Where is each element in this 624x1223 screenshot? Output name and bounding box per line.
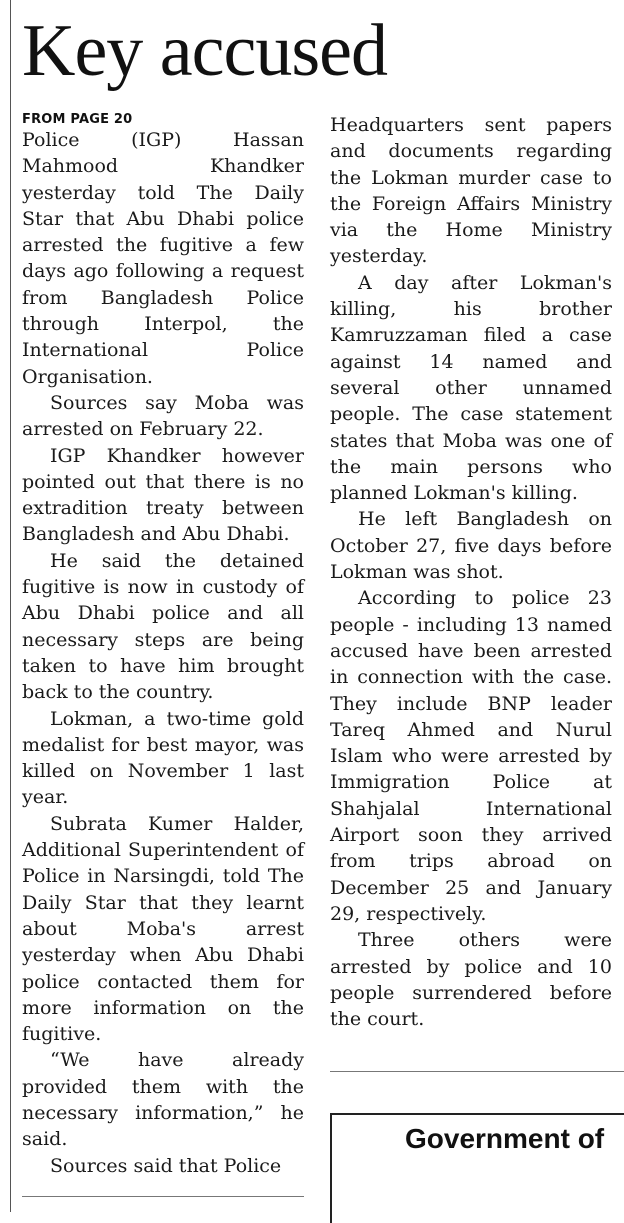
paragraph: He said the detained fugitive is now in custody of Abu Dhabi police and all necessary steps are being taken to have him brought back to the country. (22, 549, 304, 704)
paragraph: He left Bangladesh on October 27, five days before Lokman was shot. (330, 508, 612, 584)
paragraph: Lokman, a two-time gold medalist for best mayor, was killed on November 1 last year. (22, 707, 304, 809)
paragraph: Sources say Moba was arrested on February 22. (22, 391, 304, 441)
headline: Key accused (22, 10, 387, 92)
paragraph: IGP Khandker however pointed out that there is no extradition treaty between Bangladesh and Abu Dhabi. (22, 444, 304, 546)
continuation-kicker: FROM PAGE 20 (22, 112, 133, 127)
paragraph: Headquarters sent papers and documents regarding the Lokman murder case to the Foreign Affairs Ministry via the Home Ministry yesterday. (330, 114, 612, 268)
article-column-1 (22, 112, 304, 1179)
paragraph: Police (IGP) Hassan Mahmood Khandker yesterday told The Daily Star that Abu Dhabi police arrested the fugitive a few days ago following a request from Bangladesh Police through Interpol, the International Police Organisation. (22, 129, 304, 388)
paragraph: Sources said that Police (50, 1154, 282, 1177)
paragraph: A day after Lokman's killing, his brother Kamruzzaman filed a case against 14 named and several other unnamed people. The case statement states that Moba was one of the main persons who planned Lokman's killing. (330, 271, 612, 505)
paragraph: Subrata Kumer Halder, Additional Superintendent of Police in Narsingdi, told The Daily Star that they learnt about Moba's arrest yesterday when Abu Dhabi police contacted them for more information on the fugitive. (22, 812, 304, 1046)
article-column-2 (330, 112, 612, 1032)
article-end-rule (330, 1071, 624, 1072)
column-edge-rule (10, 0, 11, 1212)
paragraph: Three others were arrested by police and 10 people surrendered before the court. (330, 929, 612, 1031)
paragraph: According to police 23 people - including 13 named accused have been arrested in connection with the case. They include BNP leader Tareq Ahmed and Nurul Islam who were arrested by Immigration Police at Shahjalal International Airport soon they arrived from trips abroad on December 25 and January 29, respectively. (330, 587, 612, 925)
advertisement-box (330, 1113, 624, 1223)
paragraph: “We have already provided them with the necessary information,” he said. (22, 1049, 304, 1151)
column-end-rule (22, 1196, 304, 1197)
advertisement-title: Government of (405, 1123, 605, 1154)
